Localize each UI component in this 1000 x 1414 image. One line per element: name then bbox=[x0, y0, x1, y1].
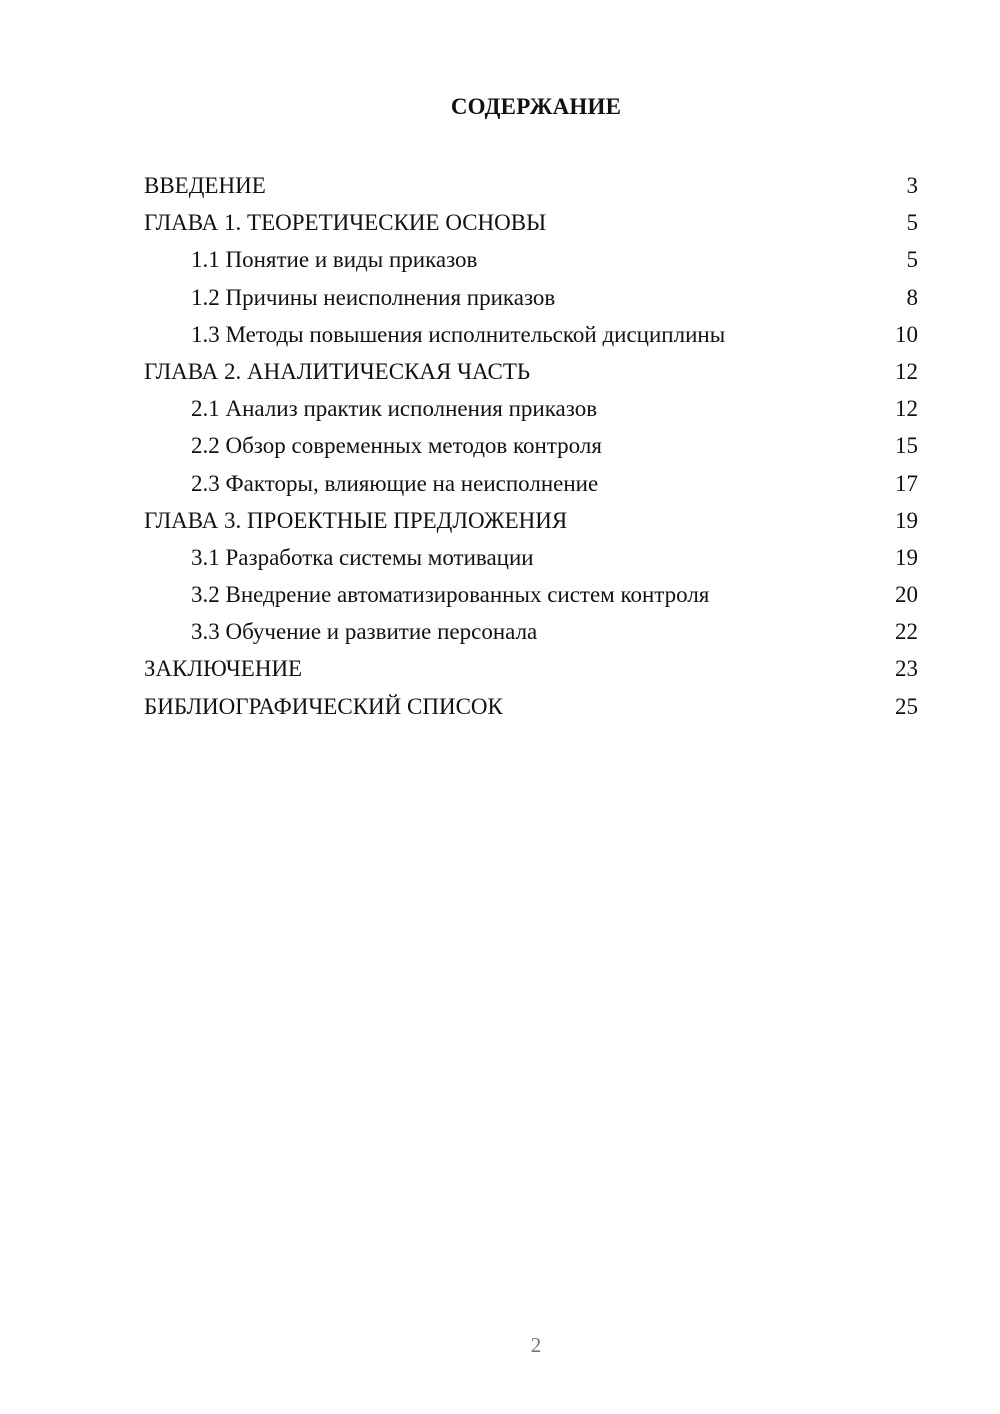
toc-entry-page: 12 bbox=[895, 358, 918, 384]
toc-entry-label: ЗАКЛЮЧЕНИЕ bbox=[144, 656, 303, 682]
toc-entry-page: 5 bbox=[906, 247, 918, 273]
toc-subentry[interactable] bbox=[144, 576, 918, 613]
toc-entry-label: 3.2 Внедрение автоматизированных систем контроля bbox=[191, 582, 710, 608]
toc-entry-page: 17 bbox=[895, 470, 918, 496]
toc-entry[interactable] bbox=[144, 502, 918, 539]
toc-entry-label: 3.1 Разработка системы мотивации bbox=[191, 544, 534, 570]
toc-entry-label: 2.2 Обзор современных методов контроля bbox=[191, 433, 602, 459]
toc-entry-label: 1.2 Причины неисполнения приказов bbox=[191, 284, 556, 310]
toc-subentry[interactable] bbox=[144, 613, 918, 650]
toc-subentry[interactable] bbox=[144, 390, 918, 427]
toc-entry[interactable] bbox=[144, 353, 918, 390]
toc-entry-label: 2.3 Факторы, влияющие на неисполнение bbox=[191, 470, 599, 496]
toc-subentry[interactable] bbox=[144, 241, 918, 278]
table-of-contents bbox=[144, 167, 918, 725]
toc-entry-label: 3.3 Обучение и развитие персонала bbox=[191, 619, 538, 645]
toc-title: СОДЕРЖАНИЕ bbox=[450, 94, 622, 119]
toc-entry-label: 1.3 Методы повышения исполнительской дисциплины bbox=[191, 321, 726, 347]
toc-entry[interactable] bbox=[144, 167, 918, 204]
toc-entry-label: 2.1 Анализ практик исполнения приказов bbox=[191, 396, 598, 422]
toc-entry-page: 10 bbox=[895, 321, 918, 347]
toc-entry-page: 19 bbox=[895, 507, 918, 533]
toc-entry-label: ВВЕДЕНИЕ bbox=[144, 173, 266, 198]
toc-subentry[interactable] bbox=[144, 465, 918, 502]
toc-entry-page: 25 bbox=[895, 693, 918, 719]
toc-entry-page: 3 bbox=[906, 173, 918, 198]
toc-entry-page: 20 bbox=[895, 582, 918, 608]
toc-entry-page: 12 bbox=[895, 396, 918, 422]
toc-entry-label: БИБЛИОГРАФИЧЕСКИЙ СПИСОК bbox=[144, 693, 503, 719]
toc-entry[interactable] bbox=[144, 688, 918, 725]
toc-entry-page: 23 bbox=[895, 656, 918, 682]
toc-entry-label: ГЛАВА 3. ПРОЕКТНЫЕ ПРЕДЛОЖЕНИЯ bbox=[144, 507, 568, 533]
toc-entry-label: 1.1 Понятие и виды приказов bbox=[191, 247, 478, 273]
toc-subentry[interactable] bbox=[144, 427, 918, 464]
page-number: 2 bbox=[530, 1333, 542, 1357]
toc-entry-label: ГЛАВА 2. АНАЛИТИЧЕСКАЯ ЧАСТЬ bbox=[144, 358, 531, 384]
toc-subentry[interactable] bbox=[144, 539, 918, 576]
toc-entry-page: 8 bbox=[906, 284, 918, 310]
toc-entry-page: 19 bbox=[895, 544, 918, 570]
toc-subentry[interactable] bbox=[144, 279, 918, 316]
toc-entry-page: 5 bbox=[906, 210, 918, 236]
toc-entry[interactable] bbox=[144, 650, 918, 687]
toc-entry-page: 22 bbox=[895, 619, 918, 645]
toc-subentry[interactable] bbox=[144, 316, 918, 353]
toc-entry[interactable] bbox=[144, 204, 918, 241]
toc-entry-label: ГЛАВА 1. ТЕОРЕТИЧЕСКИЕ ОСНОВЫ bbox=[144, 210, 547, 236]
toc-entry-page: 15 bbox=[895, 433, 918, 459]
